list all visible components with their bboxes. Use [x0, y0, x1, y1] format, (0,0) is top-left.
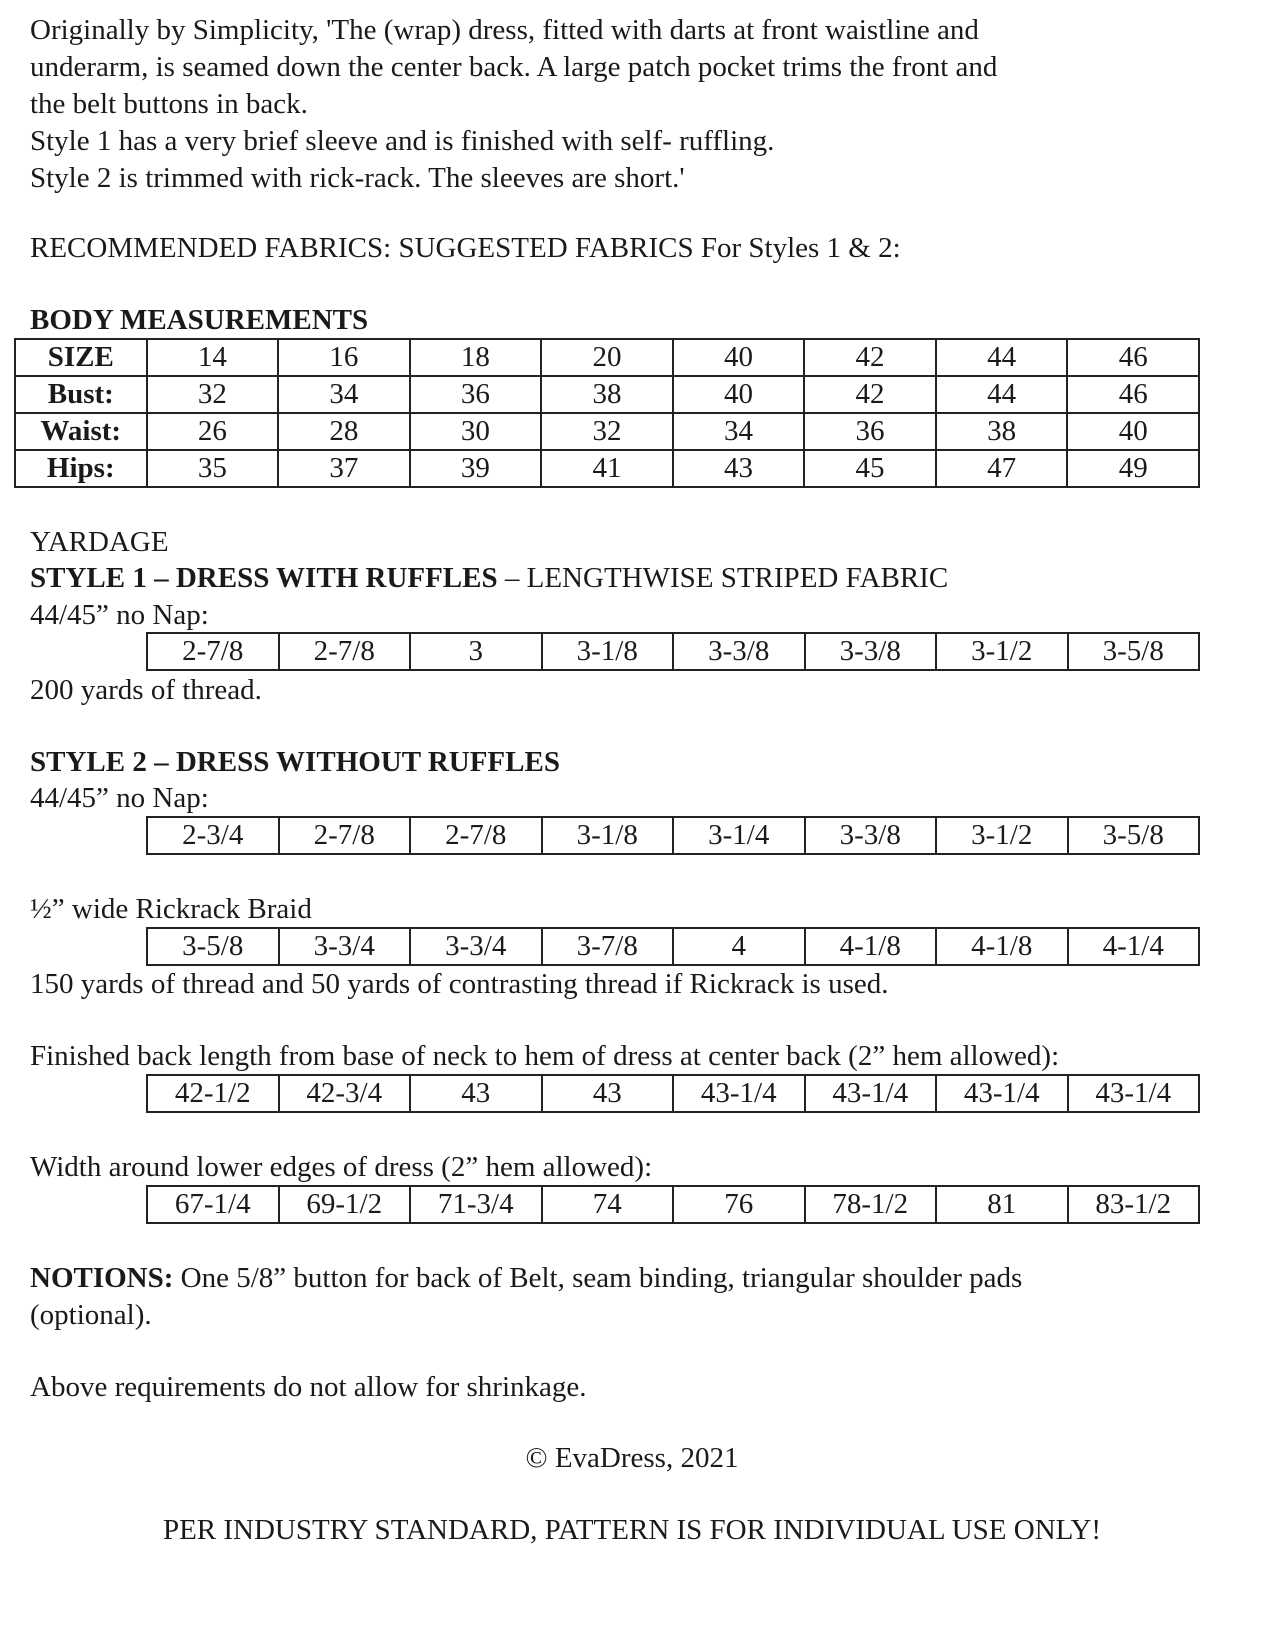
intro-line: the belt buttons in back.	[30, 88, 308, 120]
yardage-cell: 3-3/8	[805, 633, 937, 670]
yardage-cell: 43	[542, 1075, 674, 1112]
yardage-cell: 2-7/8	[279, 817, 411, 854]
style2-title: STYLE 2 – DRESS WITHOUT RUFFLES	[30, 746, 560, 778]
measurement-cell: 42	[804, 339, 936, 376]
yardage-cell: 71-3/4	[410, 1186, 542, 1223]
measurement-cell: 28	[278, 413, 410, 450]
measurement-cell: 26	[147, 413, 279, 450]
measurement-cell: 20	[541, 339, 673, 376]
measurement-cell: 46	[1067, 339, 1199, 376]
measurement-cell: 32	[541, 413, 673, 450]
yardage-cell: 3-1/8	[542, 817, 674, 854]
yardage-cell: 3-3/4	[279, 928, 411, 965]
measurement-cell: 41	[541, 450, 673, 487]
intro-line: Style 1 has a very brief sleeve and is finished with self- ruffling.	[30, 125, 775, 157]
yardage-cell: 3-3/8	[673, 633, 805, 670]
style1-yardage-table	[146, 632, 1200, 671]
intro-line: underarm, is seamed down the center back. A large patch pocket trims the front and	[30, 51, 998, 83]
rickrack-table	[146, 927, 1200, 966]
back-length-label: Finished back length from base of neck to hem of dress at center back (2” hem allowed):	[30, 1040, 1060, 1072]
yardage-cell: 81	[936, 1186, 1068, 1223]
yardage-heading: YARDAGE	[30, 526, 169, 558]
yardage-cell: 2-7/8	[147, 633, 279, 670]
rickrack-label: ½” wide Rickrack Braid	[30, 893, 312, 925]
yardage-cell: 4-1/8	[805, 928, 937, 965]
measurement-cell: 35	[147, 450, 279, 487]
row-label: Waist:	[15, 413, 147, 450]
intro-paragraph	[30, 12, 1250, 197]
intro-line: Style 2 is trimmed with rick-rack. The sleeves are short.'	[30, 162, 685, 194]
style1-fabric-label: 44/45” no Nap:	[30, 599, 209, 631]
style1-thread: 200 yards of thread.	[30, 674, 262, 706]
measurement-cell: 40	[1067, 413, 1199, 450]
yardage-cell: 2-7/8	[279, 633, 411, 670]
yardage-cell: 3-1/8	[542, 633, 674, 670]
notions-label: NOTIONS:	[30, 1262, 174, 1294]
yardage-cell: 3-5/8	[1068, 633, 1200, 670]
shrinkage-note: Above requirements do not allow for shrinkage.	[30, 1371, 587, 1403]
yardage-cell: 3	[410, 633, 542, 670]
measurement-cell: 49	[1067, 450, 1199, 487]
measurement-cell: 34	[278, 376, 410, 413]
yardage-row	[147, 633, 1199, 670]
yardage-row	[147, 928, 1199, 965]
yardage-cell: 4	[673, 928, 805, 965]
style1-title: STYLE 1 – DRESS WITH RUFFLES	[30, 562, 498, 594]
measurement-row	[15, 413, 1199, 450]
yardage-cell: 43-1/4	[805, 1075, 937, 1112]
yardage-cell: 76	[673, 1186, 805, 1223]
style2-fabric-label: 44/45” no Nap:	[30, 782, 209, 814]
measurement-cell: 36	[804, 413, 936, 450]
yardage-cell: 3-1/2	[936, 633, 1068, 670]
measurement-cell: 43	[673, 450, 805, 487]
row-label: SIZE	[15, 339, 147, 376]
yardage-cell: 42-1/2	[147, 1075, 279, 1112]
measurement-cell: 40	[673, 376, 805, 413]
yardage-cell: 42-3/4	[279, 1075, 411, 1112]
body-measurements-table	[14, 338, 1200, 488]
yardage-row	[147, 1075, 1199, 1112]
yardage-cell: 3-5/8	[147, 928, 279, 965]
notions-paragraph	[30, 1260, 1250, 1334]
yardage-cell: 74	[542, 1186, 674, 1223]
measurement-cell: 36	[410, 376, 542, 413]
measurement-cell: 38	[936, 413, 1068, 450]
notions-line	[30, 1260, 1250, 1297]
style1-subtitle: – LENGTHWISE STRIPED FABRIC	[497, 562, 949, 594]
measurement-cell: 39	[410, 450, 542, 487]
style2-yardage-table	[146, 816, 1200, 855]
width-table	[146, 1185, 1200, 1224]
notions-line-2: (optional).	[30, 1299, 152, 1331]
measurement-cell: 34	[673, 413, 805, 450]
measurement-cell: 18	[410, 339, 542, 376]
yardage-cell: 4-1/8	[936, 928, 1068, 965]
disclaimer: PER INDUSTRY STANDARD, PATTERN IS FOR INDIVIDUAL USE ONLY!	[162, 1514, 1102, 1546]
yardage-cell: 3-3/4	[410, 928, 542, 965]
yardage-cell: 67-1/4	[147, 1186, 279, 1223]
width-label: Width around lower edges of dress (2” hem allowed):	[30, 1151, 653, 1183]
intro-line: Originally by Simplicity, 'The (wrap) dress, fitted with darts at front waistline and	[30, 14, 979, 46]
yardage-cell: 4-1/4	[1068, 928, 1200, 965]
yardage-row	[147, 817, 1199, 854]
yardage-cell: 43-1/4	[673, 1075, 805, 1112]
yardage-cell: 83-1/2	[1068, 1186, 1200, 1223]
yardage-cell: 43-1/4	[936, 1075, 1068, 1112]
notions-text: One 5/8” button for back of Belt, seam binding, triangular shoulder pads	[173, 1262, 1023, 1294]
yardage-cell: 3-1/4	[673, 817, 805, 854]
body-measurements-heading: BODY MEASUREMENTS	[30, 304, 369, 336]
row-label: Hips:	[15, 450, 147, 487]
copyright: © EvaDress, 2021	[525, 1442, 739, 1474]
measurement-cell: 46	[1067, 376, 1199, 413]
measurement-row	[15, 376, 1199, 413]
measurement-cell: 44	[936, 376, 1068, 413]
measurement-cell: 14	[147, 339, 279, 376]
measurement-cell: 32	[147, 376, 279, 413]
yardage-cell: 3-3/8	[805, 817, 937, 854]
yardage-cell: 3-7/8	[542, 928, 674, 965]
rickrack-thread: 150 yards of thread and 50 yards of contrasting thread if Rickrack is used.	[30, 968, 889, 1000]
recommended-fabrics: RECOMMENDED FABRICS: SUGGESTED FABRICS For Styles 1 & 2:	[30, 232, 901, 264]
measurement-cell: 42	[804, 376, 936, 413]
yardage-cell: 43	[410, 1075, 542, 1112]
row-label: Bust:	[15, 376, 147, 413]
measurement-cell: 45	[804, 450, 936, 487]
measurement-cell: 16	[278, 339, 410, 376]
yardage-cell: 2-3/4	[147, 817, 279, 854]
yardage-cell: 78-1/2	[805, 1186, 937, 1223]
measurement-cell: 44	[936, 339, 1068, 376]
back-length-table	[146, 1074, 1200, 1113]
yardage-cell: 69-1/2	[279, 1186, 411, 1223]
measurement-cell: 30	[410, 413, 542, 450]
yardage-cell: 3-1/2	[936, 817, 1068, 854]
measurement-cell: 40	[673, 339, 805, 376]
measurement-row	[15, 450, 1199, 487]
yardage-cell: 43-1/4	[1068, 1075, 1200, 1112]
measurement-row	[15, 339, 1199, 376]
style1-heading	[30, 560, 1250, 597]
yardage-row	[147, 1186, 1199, 1223]
yardage-cell: 3-5/8	[1068, 817, 1200, 854]
measurement-cell: 47	[936, 450, 1068, 487]
measurement-cell: 38	[541, 376, 673, 413]
measurement-cell: 37	[278, 450, 410, 487]
yardage-cell: 2-7/8	[410, 817, 542, 854]
